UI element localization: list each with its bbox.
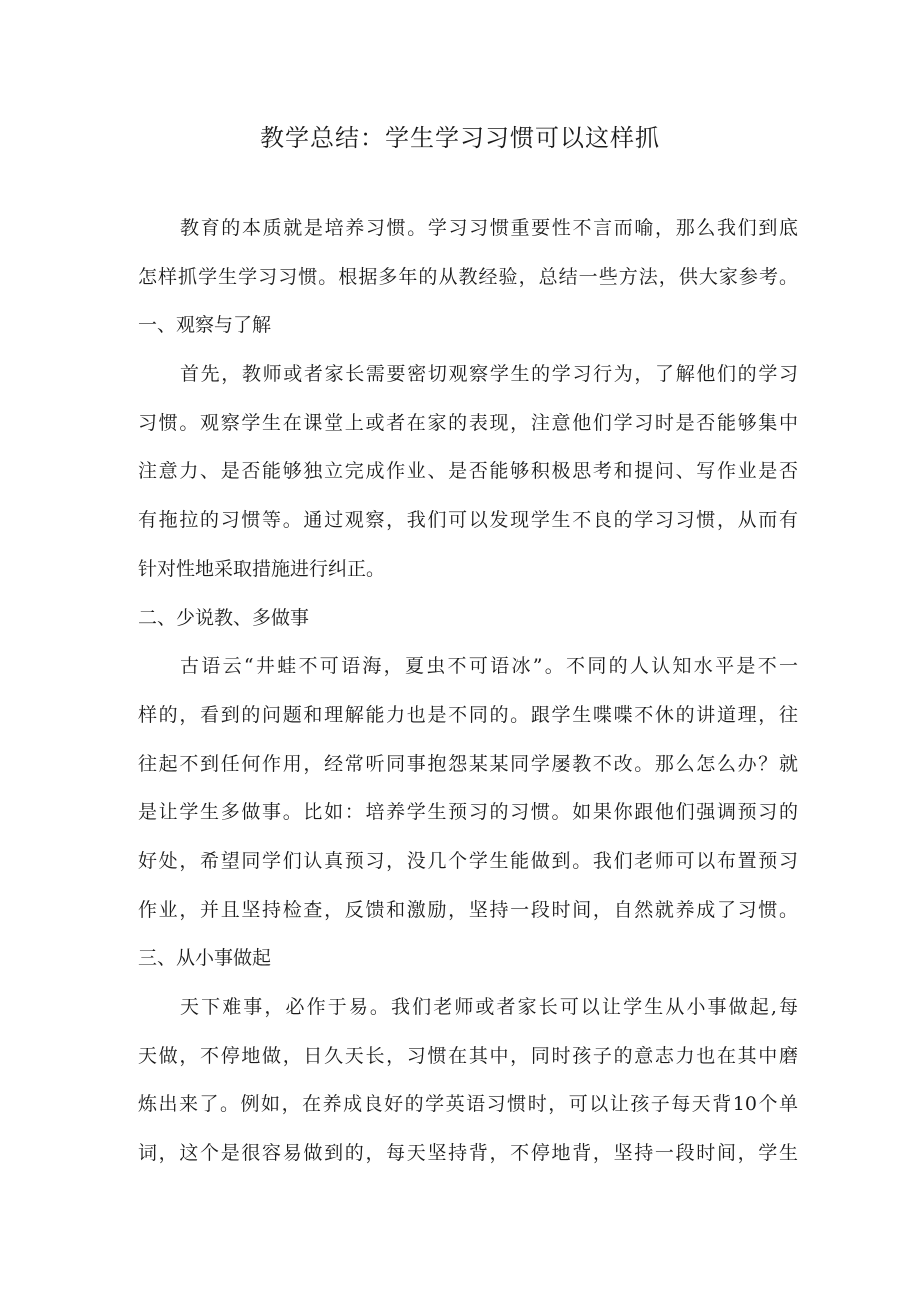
document-title: 教学总结：学生学习习惯可以这样抓 <box>260 124 660 152</box>
paragraph-line: 是让学生多做事。比如：培养学生预习的习惯。如果你跟他们强调预习的 <box>138 801 798 824</box>
paragraph-line: 词，这个是很容易做到的，每天坚持背，不停地背，坚持一段时间，学生 <box>138 1142 798 1165</box>
paragraph-line: 往起不到任何作用，经常听同事抱怨某某同学屡教不改。那么怎么办？就 <box>138 752 798 775</box>
paragraph-line: 注意力、是否能够独立完成作业、是否能够积极思考和提问、写作业是否 <box>138 460 798 483</box>
document-body <box>138 204 798 1178</box>
paragraph-line: 作业，并且坚持检查，反馈和激励，坚持一段时间，自然就养成了习惯。 <box>138 898 798 921</box>
paragraph-line: 针对性地采取措施进行纠正。 <box>138 557 386 580</box>
paragraph-line: 首先，教师或者家长需要密切观察学生的学习行为，了解他们的学习 <box>180 363 798 386</box>
section-heading: 三、从小事做起 <box>138 947 272 970</box>
paragraph-line: 古语云“井蛙不可语海，夏虫不可语冰”。不同的人认知水平是不一 <box>180 655 798 678</box>
paragraph-line: 样的，看到的问题和理解能力也是不同的。跟学生喋喋不休的讲道理，往 <box>138 703 798 726</box>
paragraph-line: 炼出来了。例如，在养成良好的学英语习惯时，可以让孩子每天背10个单 <box>138 1093 798 1116</box>
paragraph-line: 天下难事，必作于易。我们老师或者家长可以让学生从小事做起,每 <box>180 996 798 1018</box>
paragraph-line: 有拖拉的习惯等。通过观察，我们可以发现学生不良的学习习惯，从而有 <box>138 509 798 532</box>
paragraph-line: 教育的本质就是培养习惯。学习习惯重要性不言而喻，那么我们到底 <box>180 217 798 239</box>
paragraph-line: 天做，不停地做，日久天长，习惯在其中，同时孩子的意志力也在其中磨 <box>138 1044 798 1067</box>
section-heading: 二、少说教、多做事 <box>138 606 310 629</box>
paragraph-line: 好处，希望同学们认真预习，没几个学生能做到。我们老师可以布置预习 <box>138 849 798 872</box>
section-heading: 一、观察与了解 <box>138 314 272 337</box>
paragraph-line: 怎样抓学生学习习惯。根据多年的从教经验，总结一些方法，供大家参考。 <box>138 265 798 288</box>
paragraph-line: 习惯。观察学生在课堂上或者在家的表现，注意他们学习时是否能够集中 <box>138 411 798 434</box>
